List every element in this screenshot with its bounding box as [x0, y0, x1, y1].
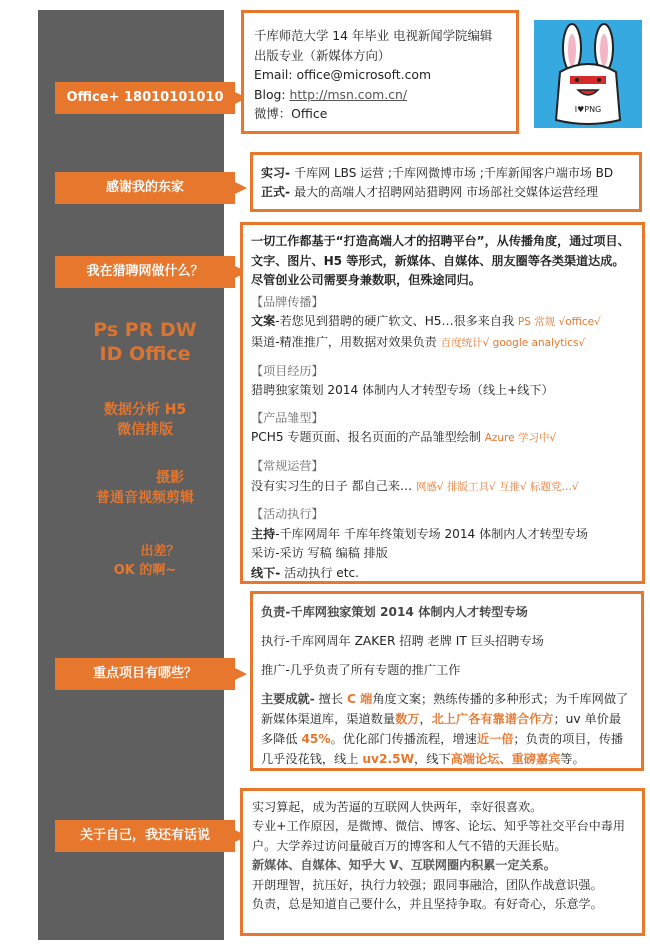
event-line-offline: [251, 564, 634, 584]
brand-copy-tools: PS 常规 √office√: [517, 316, 601, 329]
projects-box: [250, 591, 644, 771]
ops-line: [251, 477, 634, 498]
skill-line: 微信排版: [117, 422, 173, 438]
employer-fulltime: [261, 183, 631, 202]
rabbit-mascot-icon: [534, 20, 642, 128]
ach-text: ，: [419, 712, 432, 726]
work-intro: 一切工作都基于“打造高端人才的招聘平台”，从传播角度，通过项目、文字、图片、H5 等形式，新媒体、自媒体、朋友圈等各类渠道达成。尽管创业公司需要身兼数职，但殊途同归。: [251, 234, 630, 288]
brand-channel-text: 渠道-精准推广，用数据对效果负责: [251, 334, 441, 349]
brand-section-title: 【品牌传播】: [251, 294, 324, 309]
profile-major: 出版专业（新媒体方向）: [254, 47, 391, 63]
event-host-label: 主持: [251, 526, 276, 541]
employer-text: 千库网 LBS 运营 ;千库网微博市场 ;千库新闻客户端市场 BD: [294, 166, 614, 180]
brand-copy-label: 文案: [251, 314, 276, 329]
employer-label: 实习-: [261, 166, 295, 180]
project-promote: 推广-几乎负责了所有专题的推广工作: [261, 663, 461, 677]
about-box: [240, 788, 645, 936]
blog-link[interactable]: http://msn.com.cn/: [289, 86, 408, 102]
brand-line-channel: [251, 333, 634, 354]
ach-text: 角度文案；熟练传播的多种形式；为千库网做了新媒体渠道库，渠道数量: [261, 692, 629, 726]
skill-line: 出差？: [140, 544, 180, 559]
profile-education: 千库师范大学 14 年毕业 电视新闻学院编辑: [254, 28, 493, 43]
ach-highlight: 高端论坛、重磅嘉宾: [450, 752, 561, 766]
phone-tag: Office+ 18010101010: [55, 82, 235, 114]
ops-tools: 网感√ 排版工具√ 互推√ 标题党…√: [415, 480, 579, 493]
prod-text: PCH5 专题页面、报名页面的产品雏型绘制: [251, 430, 485, 445]
about-line: 新媒体、自媒体、知乎大 V、互联网圈内积累一定关系。: [252, 858, 556, 873]
ach-highlight: 45%: [301, 732, 331, 746]
skill-line: ID Office: [99, 343, 191, 365]
ach-highlight: 北上广各有靠谱合作方: [431, 712, 554, 726]
skill-media: [70, 468, 220, 508]
ach-text: ；uv 单价最多降低: [261, 712, 622, 746]
skill-line: OK 的啊~: [113, 563, 177, 578]
profile-blog: [254, 85, 506, 105]
project-execute: 执行-千库网周年 ZAKER 招聘 老牌 IT 巨头招聘专场: [261, 634, 544, 648]
skill-line: 数据分析 H5: [103, 402, 187, 418]
blog-label: Blog:: [254, 86, 290, 102]
ach-text: ；负责的项目，传播几乎没花钱，线上: [261, 732, 624, 766]
employers-tag: 感谢我的东家: [55, 172, 235, 204]
liepin-tag: 我在猎聘网做什么？: [55, 256, 235, 288]
exp-section-title: 【项目经历】: [251, 363, 324, 378]
prod-section-title: 【产品雏型】: [251, 410, 324, 425]
event-section-title: 【活动执行】: [251, 507, 324, 522]
ach-text: 擅长: [314, 692, 347, 706]
about-line: 专业+工作原因，是微博、微信、博客、论坛、知乎等社交平台中毒用户。大学养过访问量破百万的博客和人气不错的天涯长贴。: [252, 819, 625, 853]
ach-text: ，线下: [414, 752, 451, 766]
skill-line: Ps PR DW: [93, 319, 197, 341]
work-box: [240, 222, 645, 584]
skill-line: 普通音视频剪辑: [96, 490, 194, 506]
event-line-host: [251, 525, 634, 545]
event-offline-text: 活动执行 etc.: [280, 565, 359, 580]
ach-text: 。优化部门传播流程，增速: [330, 732, 477, 746]
event-line-interview: 采访-采访 写稿 编稿 排版: [251, 546, 388, 561]
profile-box: [241, 10, 519, 134]
ach-text: 等。: [560, 752, 585, 766]
brand-line-copy: [251, 312, 634, 333]
event-host-text: -千库网周年 千库年终策划专场 2014 体制内人才转型专场: [275, 526, 588, 541]
about-line: 开朗理智，抗压好，执行力较强；跟同事融洽，团队作战意识强。: [252, 877, 603, 892]
prod-tools: Azure 学习中√: [484, 432, 557, 445]
project-lead: 负责-千库网独家策划 2014 体制内人才转型专场: [261, 605, 528, 619]
employer-text: 最大的高端人才招聘网站猎聘网 市场部社交媒体运营经理: [294, 185, 598, 199]
ops-text: 没有实习生的日子 都自己来…: [251, 478, 416, 493]
employer-intern: [261, 164, 631, 183]
brand-channel-tools: 百度统计√ google analytics√: [440, 336, 586, 349]
employers-box: [250, 152, 642, 212]
profile-weibo: 微博：Office: [254, 106, 328, 121]
about-line: 实习算起，成为苦逼的互联网人快两年，幸好很喜欢。: [252, 800, 543, 814]
skill-data: [70, 400, 220, 440]
avatar: [534, 20, 642, 128]
ops-section-title: 【常规运营】: [251, 458, 324, 473]
ach-label: 主要成就-: [261, 692, 315, 706]
event-offline-label: 线下-: [251, 565, 281, 580]
prod-line: [251, 428, 634, 449]
skill-software: [70, 318, 220, 366]
ach-highlight: uv2.5W: [362, 752, 415, 766]
brand-copy-text: -若您见到猎聘的硬广软文、H5…很多来自我: [275, 314, 518, 329]
ach-highlight: C 端: [346, 692, 373, 706]
skill-line: 摄影: [156, 470, 184, 486]
employer-label: 正式-: [261, 185, 295, 199]
avatar-badge-text: I♥PNG: [574, 105, 602, 114]
project-achievements: [261, 689, 633, 769]
skill-travel: [70, 542, 220, 580]
about-line: 负责，总是知道自己要什么，并且坚持争取。有好奇心，乐意学。: [252, 897, 603, 912]
projects-tag: 重点项目有哪些？: [55, 658, 235, 690]
about-tag: 关于自己，我还有话说: [55, 820, 235, 852]
ach-highlight: 数万: [395, 712, 420, 726]
exp-line: 猎聘独家策划 2014 体制内人才转型专场（线上+线下）: [251, 383, 554, 398]
ach-highlight: 近一倍: [476, 732, 514, 746]
profile-email: Email: office@microsoft.com: [254, 67, 432, 82]
